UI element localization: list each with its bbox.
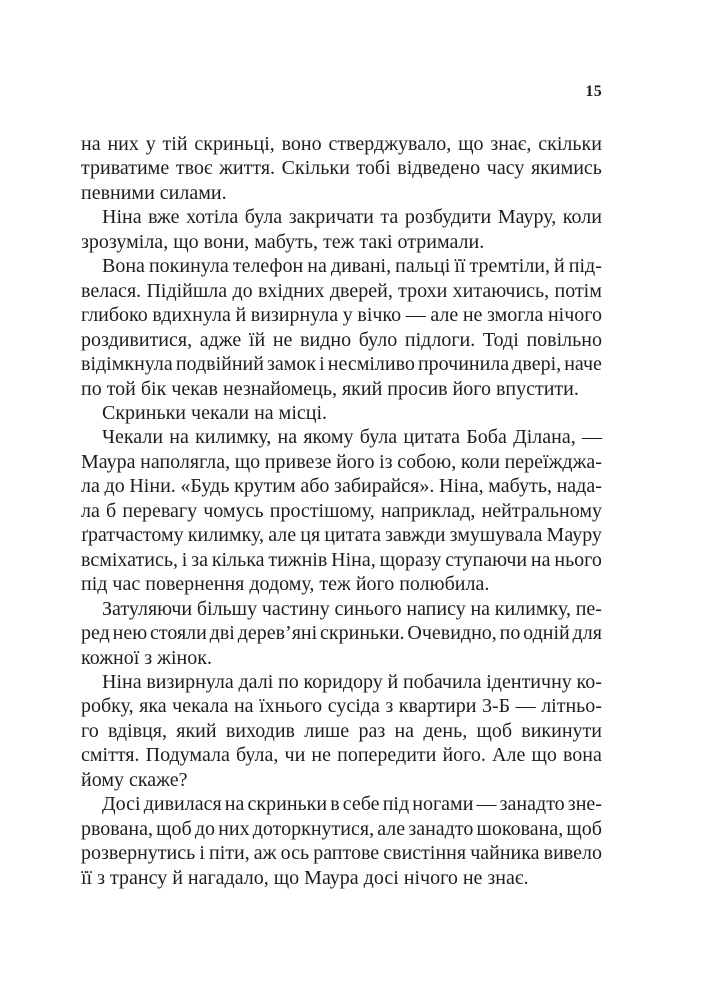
word: скриньки.	[320, 622, 405, 645]
word: якому	[303, 426, 354, 449]
body-text	[81, 132, 602, 890]
word: наче	[564, 353, 602, 376]
text-line	[81, 279, 602, 303]
word: його.	[442, 744, 486, 767]
word: щоб	[156, 817, 192, 840]
word: пальці	[395, 255, 451, 278]
word: Подумала	[145, 744, 230, 767]
word: нада-	[556, 475, 602, 498]
text-line: Скриньки чекали на місці.	[102, 401, 328, 424]
word: виходив	[225, 719, 295, 742]
word: в	[330, 793, 340, 816]
word: Мауру	[546, 524, 602, 547]
word: повільно	[526, 328, 602, 351]
word: нею	[112, 622, 148, 645]
text-line	[81, 694, 602, 718]
word: частину	[261, 597, 330, 620]
word: але	[430, 304, 459, 327]
text-line	[81, 352, 602, 376]
word: день,	[423, 719, 468, 742]
word: на	[81, 133, 101, 155]
word: Очевидно,	[407, 622, 497, 645]
word: рвована,	[81, 817, 153, 840]
word: нього	[554, 548, 602, 571]
word: дивилася	[143, 793, 222, 816]
text-line	[81, 523, 602, 547]
word: скриньки	[247, 793, 328, 816]
word: крутим	[234, 475, 296, 498]
word: і	[199, 842, 205, 865]
word: Але	[492, 744, 526, 767]
word: видно	[300, 328, 352, 351]
word: трохи	[398, 279, 448, 302]
word: на	[470, 597, 491, 620]
text-line	[81, 499, 602, 523]
word: чайника	[470, 842, 540, 865]
word: глибоко	[81, 304, 148, 327]
word: щоразу	[379, 548, 442, 571]
word: щоб	[476, 719, 513, 742]
word: коридору	[303, 670, 383, 693]
word: для	[572, 622, 602, 645]
word: зне-	[567, 793, 602, 816]
word: Ділана,	[513, 426, 576, 449]
word: коли	[460, 450, 500, 473]
text-line	[81, 254, 602, 278]
word: стояли	[149, 622, 207, 645]
word: й	[387, 670, 399, 693]
word: не	[311, 744, 331, 767]
word: мабуть,	[488, 475, 552, 498]
word: і	[181, 548, 188, 571]
word: щоб	[566, 817, 602, 840]
word: скриньці,	[194, 133, 275, 155]
word: літньо-	[541, 695, 602, 718]
page-number: 15	[585, 83, 602, 100]
word: викинути	[521, 719, 602, 742]
word: дверей,	[329, 279, 393, 302]
text-line	[81, 450, 602, 474]
word: не	[272, 328, 293, 351]
word: визирнула	[250, 304, 339, 327]
word: ногами	[412, 793, 474, 816]
word: ця	[300, 524, 321, 547]
word: Ніна,	[439, 475, 484, 498]
word: всміхатись,	[81, 548, 178, 571]
word: до	[232, 279, 253, 302]
word: який	[176, 719, 217, 742]
word: й	[235, 304, 247, 327]
word: привезе	[264, 450, 332, 473]
word: на	[233, 695, 254, 718]
word: Досі	[102, 793, 141, 816]
word: Ніни.	[129, 475, 176, 498]
word: відімкнула	[81, 353, 173, 376]
word: ґратчастому	[81, 524, 184, 547]
word: пе-	[575, 597, 602, 620]
word: з	[385, 695, 394, 718]
word: закричати	[288, 206, 374, 229]
word: кілька	[211, 548, 265, 571]
word: Мауру,	[497, 206, 557, 229]
word: синього	[334, 597, 402, 620]
word: двері,	[512, 353, 562, 376]
word: стверджувало,	[328, 133, 452, 155]
word: цитата	[403, 426, 461, 449]
word: було	[358, 328, 398, 351]
word: перевагу	[122, 499, 198, 522]
word: занадто	[499, 793, 565, 816]
word: хотіла	[186, 206, 239, 229]
word: потім	[554, 279, 602, 302]
word: «Будь	[180, 475, 230, 498]
word: яка	[139, 695, 167, 718]
word: нейтральному	[481, 499, 602, 522]
word: тремтіли,	[469, 255, 550, 278]
word: сусіда	[327, 695, 380, 718]
word: не	[462, 304, 483, 327]
word: була,	[235, 744, 279, 767]
word: Тоді	[482, 328, 519, 351]
word: тижнів	[268, 548, 328, 571]
text-line	[81, 548, 602, 572]
word: на	[394, 719, 415, 742]
text-line	[81, 719, 602, 743]
word: подвійний	[175, 353, 264, 376]
word: собою,	[397, 450, 457, 473]
word: Чекали	[102, 426, 164, 449]
word: й	[554, 255, 565, 278]
word: робку,	[81, 695, 134, 718]
text-line	[81, 303, 602, 327]
word: адже	[199, 328, 242, 351]
word: змогла	[487, 304, 544, 327]
word: хитаючись,	[452, 279, 550, 302]
word: на	[169, 426, 189, 449]
word: вічко	[357, 304, 402, 327]
word: б	[106, 499, 117, 522]
word: у	[342, 304, 353, 327]
word: телефон	[232, 255, 304, 278]
word: піти,	[209, 842, 250, 865]
text-line: кожної з жінок.	[81, 646, 212, 669]
word: чи	[284, 744, 306, 767]
text-line: її з трансу й нагадало, що Маура досі нічого не знає.	[81, 866, 529, 889]
word: килимку,	[195, 426, 272, 449]
word: але	[377, 817, 406, 840]
word: килимку,	[187, 524, 265, 547]
word: прочинила	[417, 353, 510, 376]
word: Ніна,	[331, 548, 376, 571]
word: під-	[568, 255, 602, 278]
word: —	[405, 304, 426, 327]
text-line	[81, 156, 602, 180]
word: знає,	[490, 133, 532, 155]
word: і	[319, 353, 325, 376]
word: чомусь	[203, 499, 264, 522]
word: себе	[342, 793, 380, 816]
word: Боба	[466, 426, 507, 449]
word: них	[107, 133, 139, 155]
word: під	[382, 793, 410, 816]
word: ко-	[576, 670, 602, 693]
word: Скільки	[281, 157, 350, 180]
word: наприклад,	[380, 499, 476, 522]
word: вона	[562, 744, 602, 767]
word: змушувала	[449, 524, 543, 547]
word: по	[499, 622, 521, 645]
text-line	[81, 841, 602, 865]
text-line: під час повернення додому, теж його полюбила.	[81, 573, 490, 596]
word: якимись	[530, 157, 602, 180]
word: воно	[281, 133, 322, 155]
word: наполягла,	[140, 450, 231, 473]
word: була	[244, 206, 283, 229]
word: розвернутись	[81, 842, 196, 865]
word: дивані,	[330, 255, 392, 278]
text-line	[81, 328, 602, 352]
word: замок	[266, 353, 317, 376]
word: велася.	[81, 279, 142, 302]
word: —	[581, 426, 602, 449]
word: раптове	[313, 842, 380, 865]
word: твоє	[175, 157, 213, 180]
word: ось	[280, 842, 310, 865]
text-line	[81, 205, 602, 229]
word: життя.	[219, 157, 276, 180]
word: вже	[148, 206, 180, 229]
word: доторкнутися,	[252, 817, 375, 840]
text-line	[81, 132, 602, 156]
word: попередити	[337, 744, 437, 767]
word: раз	[358, 719, 386, 742]
word: Вона	[102, 255, 145, 278]
text-line	[81, 474, 602, 498]
text-line	[81, 621, 602, 645]
word: покинула	[148, 255, 229, 278]
word: переїжджа-	[504, 450, 602, 473]
word: на	[277, 426, 298, 449]
text-line: певними силами.	[81, 181, 227, 204]
word: більшу	[196, 597, 258, 620]
word: у	[145, 133, 156, 155]
text-line	[81, 792, 602, 816]
word: до	[194, 817, 216, 840]
word: її	[454, 255, 466, 278]
text-line	[81, 670, 602, 694]
word: що	[531, 744, 557, 767]
word: дерев’яні	[237, 622, 318, 645]
word: роздивитися,	[81, 328, 193, 351]
word: вдихнула	[152, 304, 231, 327]
word: тій	[162, 133, 188, 155]
word: Ніна	[102, 670, 142, 693]
word: лише	[304, 719, 350, 742]
word: за	[191, 548, 208, 571]
word: триватиме	[81, 157, 170, 180]
text-line: зрозуміла, що вони, мабуть, теж такі отримали.	[81, 230, 485, 253]
word: Ніна	[102, 206, 142, 229]
word: квартири	[398, 695, 477, 718]
word: із	[379, 450, 393, 473]
word: нічого	[547, 304, 602, 327]
word: вивело	[543, 842, 602, 865]
word: ла	[81, 475, 100, 498]
word: одній	[523, 622, 570, 645]
word: занадто	[408, 817, 474, 840]
word: го	[81, 719, 99, 742]
word: їй	[248, 328, 266, 351]
word: розбудити	[404, 206, 492, 229]
word: забирайся».	[334, 475, 435, 498]
word: простішому,	[269, 499, 375, 522]
word: підлоги.	[404, 328, 476, 351]
word: або	[300, 475, 330, 498]
word: на	[530, 548, 551, 571]
word: —	[515, 695, 536, 718]
word: була	[359, 426, 398, 449]
word: дві	[209, 622, 235, 645]
word: але	[268, 524, 297, 547]
word: далі	[238, 670, 274, 693]
word: чекала	[172, 695, 229, 718]
word: цитата	[324, 524, 381, 547]
word: коли	[562, 206, 602, 229]
word: вдівця,	[107, 719, 167, 742]
word: килимку,	[494, 597, 571, 620]
text-line	[81, 597, 602, 621]
word: та	[380, 206, 399, 229]
word: 3-Б	[481, 695, 511, 718]
word: що	[458, 133, 484, 155]
text-line: йому скаже?	[81, 768, 188, 791]
word: Маура	[81, 450, 136, 473]
word: по	[278, 670, 299, 693]
text-line	[81, 425, 602, 449]
word: ред	[81, 622, 110, 645]
word: на	[307, 255, 327, 278]
word: напису	[406, 597, 466, 620]
word: несміливо	[327, 353, 415, 376]
word: них	[218, 817, 250, 840]
text-line	[81, 817, 602, 841]
word: скільки	[538, 133, 602, 155]
word: завжди	[385, 524, 446, 547]
word: —	[476, 793, 497, 816]
word: часу	[486, 157, 525, 180]
word: ступаючи	[445, 548, 528, 571]
word: ідентичну	[486, 670, 572, 693]
word: до	[104, 475, 125, 498]
word: визирнула	[146, 670, 234, 693]
word: тобі	[356, 157, 391, 180]
word: їхнього	[259, 695, 323, 718]
text-line	[81, 743, 602, 767]
word: Затуляючи	[102, 597, 193, 620]
word: свистіння	[383, 842, 467, 865]
word: аж	[253, 842, 277, 865]
word: ла	[81, 499, 100, 522]
word: вхідних	[257, 279, 325, 302]
word: побачила	[402, 670, 482, 693]
word: на	[224, 793, 245, 816]
word: сміття.	[81, 744, 140, 767]
word: відведено	[397, 157, 481, 180]
text-line: по той бік чекав незнайомець, який просив його впустити.	[81, 377, 579, 400]
word: що	[234, 450, 261, 473]
word: Підійшла	[146, 279, 228, 302]
word: його	[336, 450, 375, 473]
word: шокована,	[476, 817, 564, 840]
